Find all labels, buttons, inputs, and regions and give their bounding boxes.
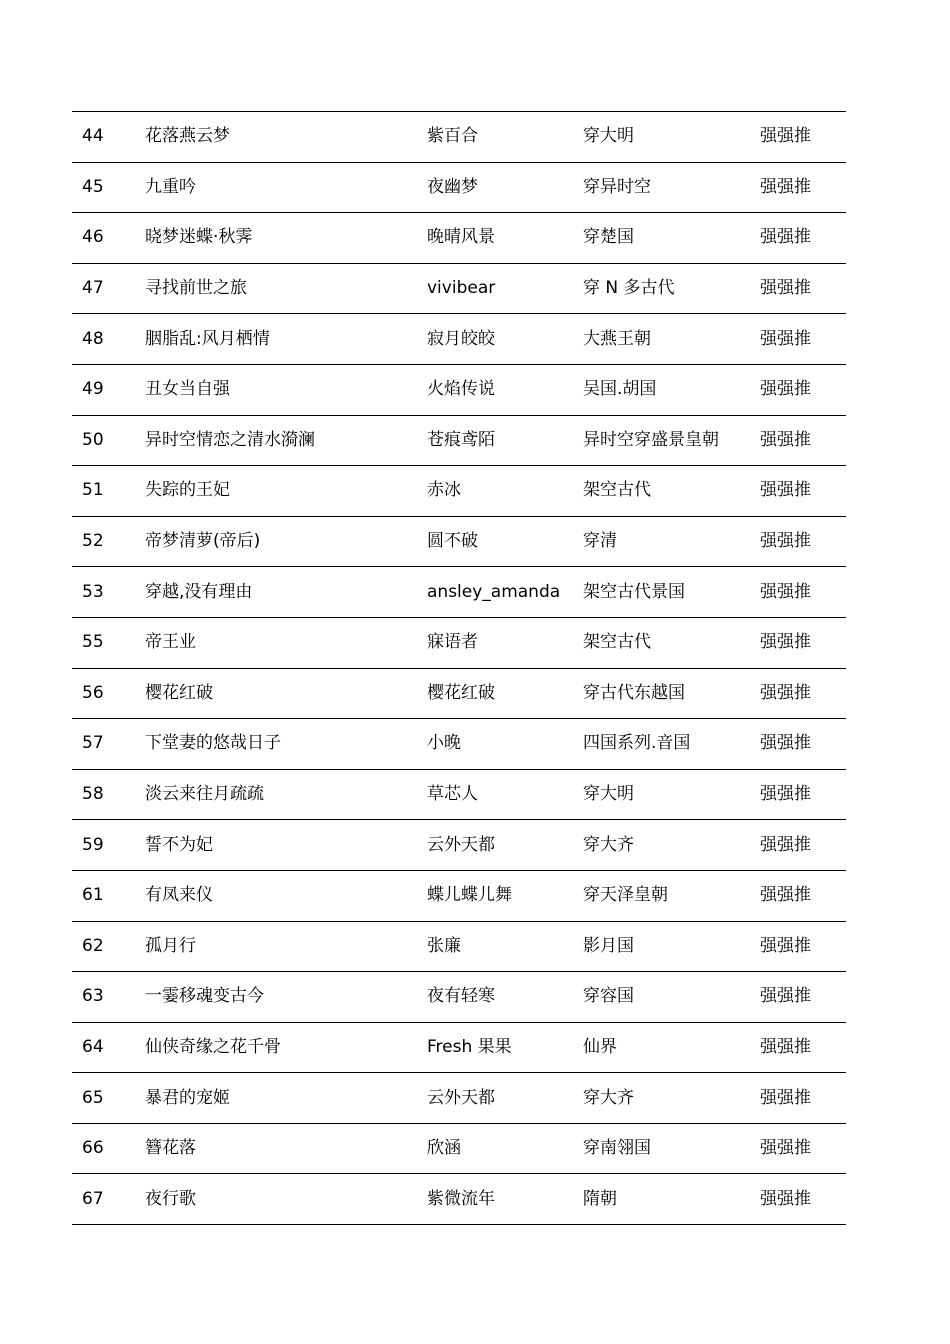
row-title: 誓不为妃 [135, 820, 417, 871]
row-author: 樱花红破 [417, 668, 573, 719]
row-author: ansley_amanda [417, 567, 573, 618]
row-title: 花落燕云梦 [135, 112, 417, 163]
row-number: 62 [72, 921, 135, 972]
row-setting: 穿容国 [573, 972, 750, 1023]
row-author: 晚晴风景 [417, 213, 573, 264]
row-number: 58 [72, 769, 135, 820]
row-setting: 穿大齐 [573, 1073, 750, 1124]
table-row [72, 1022, 846, 1073]
row-author: 夜幽梦 [417, 162, 573, 213]
row-author: 赤冰 [417, 466, 573, 517]
row-title: 下堂妻的悠哉日子 [135, 719, 417, 770]
row-setting: 穿南翎国 [573, 1123, 750, 1174]
row-number: 49 [72, 364, 135, 415]
table-row [72, 466, 846, 517]
row-title: 夜行歌 [135, 1174, 417, 1225]
row-rating: 强强推 [750, 1123, 846, 1174]
row-rating: 强强推 [750, 112, 846, 163]
row-title: 晓梦迷蝶·秋霁 [135, 213, 417, 264]
row-rating: 强强推 [750, 1174, 846, 1225]
row-setting: 穿异时空 [573, 162, 750, 213]
row-rating: 强强推 [750, 1022, 846, 1073]
row-title: 穿越,没有理由 [135, 567, 417, 618]
row-rating: 强强推 [750, 820, 846, 871]
row-setting: 穿 N 多古代 [573, 263, 750, 314]
row-author: 紫微流年 [417, 1174, 573, 1225]
row-number: 52 [72, 516, 135, 567]
row-number: 48 [72, 314, 135, 365]
row-title: 九重吟 [135, 162, 417, 213]
row-number: 65 [72, 1073, 135, 1124]
table-row [72, 112, 846, 163]
novel-list-body [72, 112, 846, 1225]
row-setting: 穿大齐 [573, 820, 750, 871]
row-setting: 穿清 [573, 516, 750, 567]
row-setting: 架空古代景国 [573, 567, 750, 618]
row-setting: 大燕王朝 [573, 314, 750, 365]
row-title: 帝梦清萝(帝后) [135, 516, 417, 567]
row-title: 失踪的王妃 [135, 466, 417, 517]
row-author: 草芯人 [417, 769, 573, 820]
row-setting: 影月国 [573, 921, 750, 972]
row-author: Fresh 果果 [417, 1022, 573, 1073]
row-author: 圆不破 [417, 516, 573, 567]
row-rating: 强强推 [750, 213, 846, 264]
row-number: 50 [72, 415, 135, 466]
row-setting: 穿大明 [573, 112, 750, 163]
table-row [72, 213, 846, 264]
row-title: 淡云来往月疏疏 [135, 769, 417, 820]
row-number: 55 [72, 617, 135, 668]
row-rating: 强强推 [750, 516, 846, 567]
table-row [72, 1123, 846, 1174]
row-setting: 穿古代东越国 [573, 668, 750, 719]
row-title: 帝王业 [135, 617, 417, 668]
row-title: 有凤来仪 [135, 870, 417, 921]
row-setting: 仙界 [573, 1022, 750, 1073]
row-setting: 四国系列.音国 [573, 719, 750, 770]
row-rating: 强强推 [750, 364, 846, 415]
row-author: 寂月皎皎 [417, 314, 573, 365]
row-number: 63 [72, 972, 135, 1023]
row-rating: 强强推 [750, 668, 846, 719]
row-title: 孤月行 [135, 921, 417, 972]
table-row [72, 314, 846, 365]
row-number: 56 [72, 668, 135, 719]
row-author: 张廉 [417, 921, 573, 972]
row-title: 暴君的宠姬 [135, 1073, 417, 1124]
row-rating: 强强推 [750, 415, 846, 466]
row-author: 小晚 [417, 719, 573, 770]
row-author: 苍痕鸢陌 [417, 415, 573, 466]
row-number: 46 [72, 213, 135, 264]
row-number: 61 [72, 870, 135, 921]
row-rating: 强强推 [750, 263, 846, 314]
row-title: 胭脂乱:风月栖情 [135, 314, 417, 365]
table-row [72, 617, 846, 668]
row-number: 44 [72, 112, 135, 163]
row-title: 仙侠奇缘之花千骨 [135, 1022, 417, 1073]
row-title: 寻找前世之旅 [135, 263, 417, 314]
row-author: vivibear [417, 263, 573, 314]
row-setting: 异时空穿盛景皇朝 [573, 415, 750, 466]
table-row [72, 668, 846, 719]
table-row [72, 769, 846, 820]
table-row [72, 516, 846, 567]
row-setting: 架空古代 [573, 466, 750, 517]
row-rating: 强强推 [750, 314, 846, 365]
row-rating: 强强推 [750, 769, 846, 820]
table-row [72, 1174, 846, 1225]
row-author: 云外天都 [417, 1073, 573, 1124]
row-rating: 强强推 [750, 972, 846, 1023]
row-number: 66 [72, 1123, 135, 1174]
row-rating: 强强推 [750, 617, 846, 668]
table-row [72, 972, 846, 1023]
row-title: 簪花落 [135, 1123, 417, 1174]
row-author: 火焰传说 [417, 364, 573, 415]
row-rating: 强强推 [750, 466, 846, 517]
novel-list-table [72, 111, 846, 1225]
table-row [72, 364, 846, 415]
row-number: 45 [72, 162, 135, 213]
table-row [72, 719, 846, 770]
row-number: 51 [72, 466, 135, 517]
row-number: 67 [72, 1174, 135, 1225]
row-setting: 穿大明 [573, 769, 750, 820]
row-author: 云外天都 [417, 820, 573, 871]
row-setting: 吴国.胡国 [573, 364, 750, 415]
row-setting: 架空古代 [573, 617, 750, 668]
table-row [72, 415, 846, 466]
table-row [72, 567, 846, 618]
row-title: 异时空情恋之清水漪澜 [135, 415, 417, 466]
table-row [72, 1073, 846, 1124]
row-rating: 强强推 [750, 1073, 846, 1124]
table-row [72, 162, 846, 213]
table-row [72, 921, 846, 972]
row-setting: 穿楚国 [573, 213, 750, 264]
row-number: 47 [72, 263, 135, 314]
row-number: 53 [72, 567, 135, 618]
row-rating: 强强推 [750, 921, 846, 972]
table-row [72, 263, 846, 314]
row-title: 樱花红破 [135, 668, 417, 719]
row-rating: 强强推 [750, 567, 846, 618]
row-title: 一霎移魂变古今 [135, 972, 417, 1023]
row-rating: 强强推 [750, 162, 846, 213]
row-number: 57 [72, 719, 135, 770]
row-number: 64 [72, 1022, 135, 1073]
row-author: 寐语者 [417, 617, 573, 668]
row-author: 紫百合 [417, 112, 573, 163]
row-author: 夜有轻寒 [417, 972, 573, 1023]
row-rating: 强强推 [750, 870, 846, 921]
row-number: 59 [72, 820, 135, 871]
row-rating: 强强推 [750, 719, 846, 770]
row-author: 蝶儿蝶儿舞 [417, 870, 573, 921]
row-author: 欣涵 [417, 1123, 573, 1174]
row-setting: 隋朝 [573, 1174, 750, 1225]
table-row [72, 820, 846, 871]
row-title: 丑女当自强 [135, 364, 417, 415]
row-setting: 穿天泽皇朝 [573, 870, 750, 921]
table-row [72, 870, 846, 921]
